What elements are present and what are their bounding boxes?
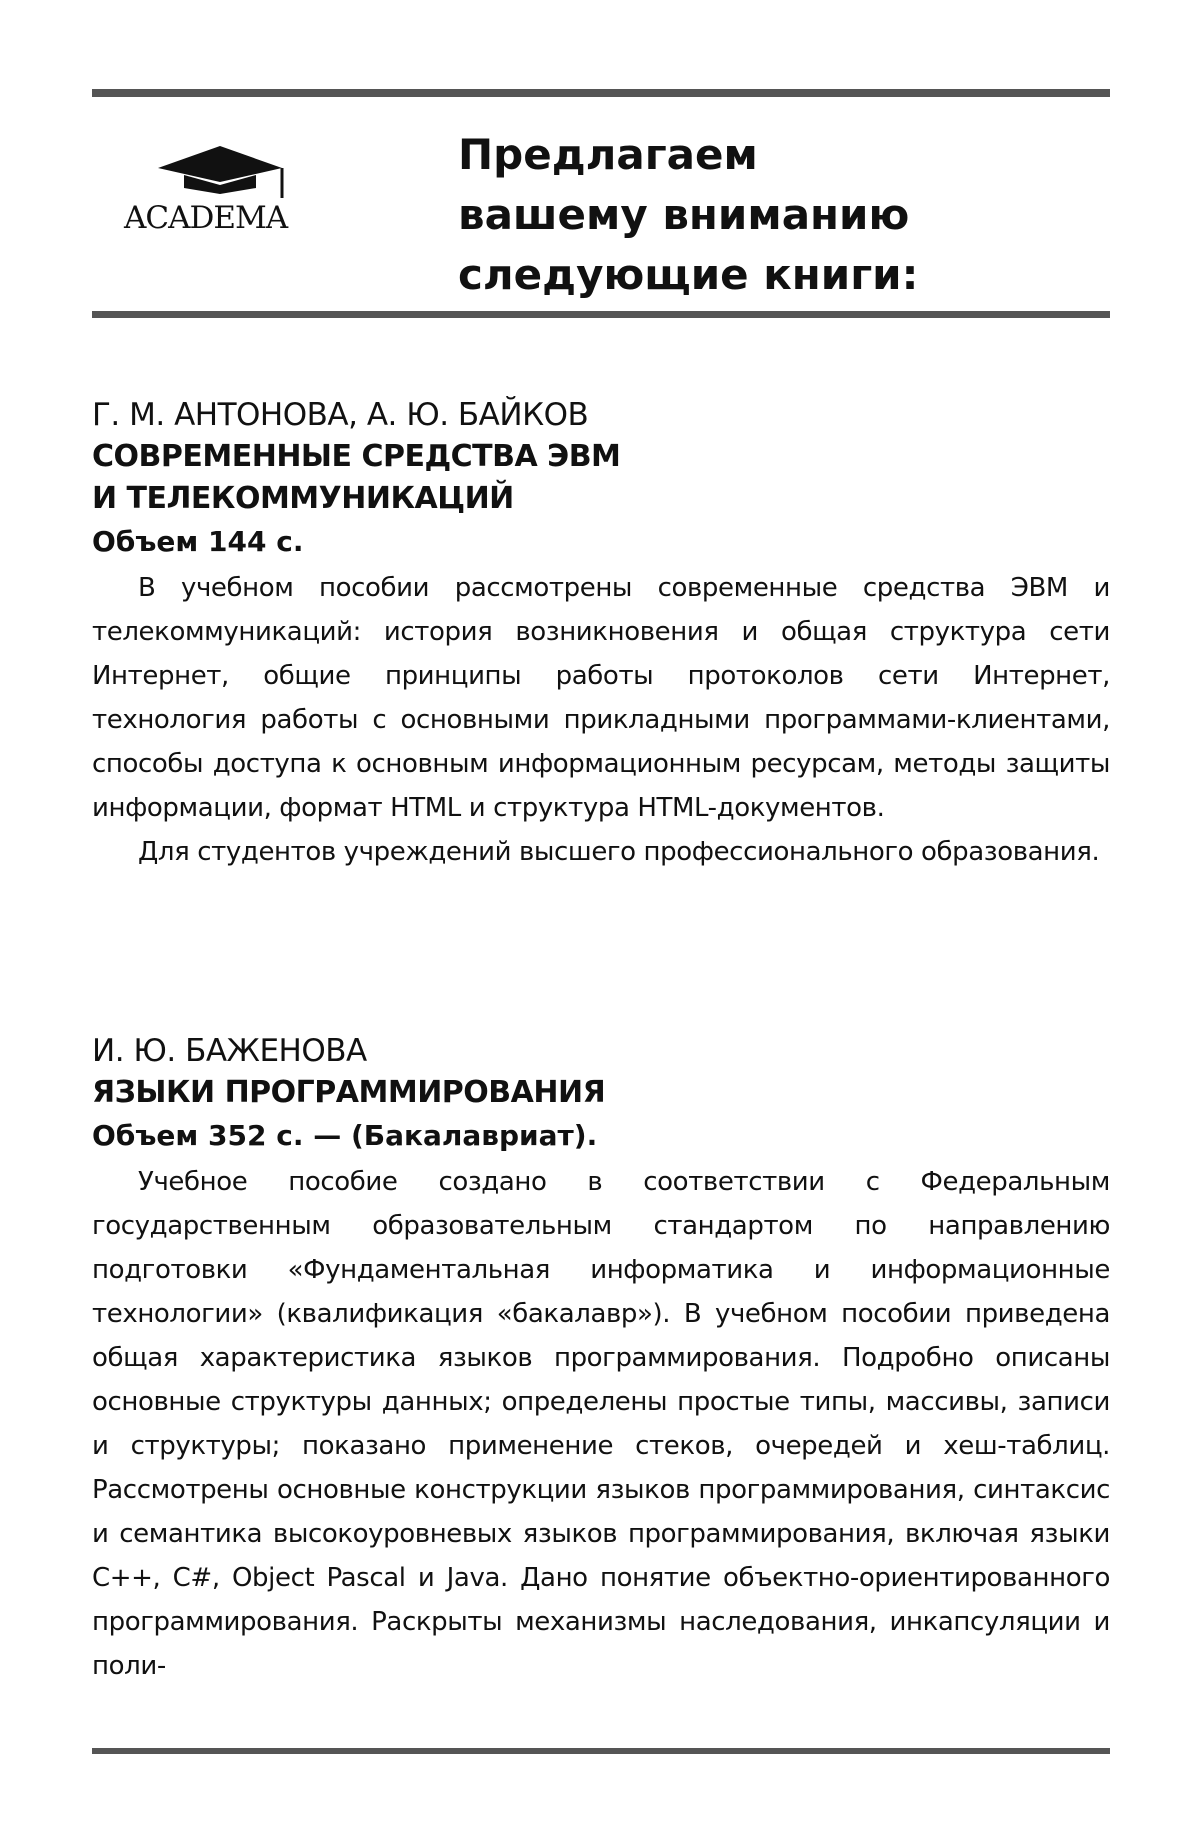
book-volume: Объем 144 с. (92, 525, 304, 558)
header-rule (92, 311, 1110, 318)
book-title-line: И ТЕЛЕКОММУНИКАЦИЙ (92, 481, 514, 516)
book-entry (92, 394, 1110, 874)
academa-logo (118, 142, 318, 242)
graduation-cap-icon (150, 142, 290, 204)
book-title (92, 436, 1110, 520)
book-entry (92, 1030, 1110, 1688)
heading-line: вашему вниманию (458, 190, 910, 239)
book-description: В учебном пособии рассмотрены современные средства ЭВМ и телекоммуникаций: история возникновения и общая структура сети Интернет, общие принципы работы протоколов сети Интернет, технология работы с основными прикладными программами-клиентами, способы доступа к основным информационным ресурсам, методы защиты информации, формат HTML и структура HTML-документов. (92, 573, 1110, 823)
page-heading (458, 125, 1058, 305)
book-title-line: СОВРЕМЕННЫЕ СРЕДСТВА ЭВМ (92, 439, 621, 474)
book-authors: Г. М. АНТОНОВА, А. Ю. БАЙКОВ (92, 397, 589, 433)
top-rule (92, 89, 1110, 97)
book-title-line: ЯЗЫКИ ПРОГРАММИРОВАНИЯ (92, 1075, 606, 1110)
bottom-rule (92, 1748, 1110, 1754)
logo-text: ACADEMA (124, 200, 288, 236)
book-authors: И. Ю. БАЖЕНОВА (92, 1033, 367, 1069)
book-volume: Объем 352 с. — (Бакалавриат). (92, 1119, 598, 1152)
book-title (92, 1072, 1110, 1114)
book-audience: Для студентов учреждений высшего профессионального образования. (138, 837, 1100, 867)
book-description: Учебное пособие создано в соответствии с Федеральным государственным образовательным стандартом по направлению подготовки «Фундаментальная информатика и информационные технологии» (квалификация «бакалавр»). В учебном пособии приведена общая характеристика языков программирования. Подробно описаны основные структуры данных; определены простые типы, массивы, записи и структуры; показано применение стеков, очередей и хеш-таблиц. Рассмотрены основные конструкции языков программирования, синтаксис и семантика высокоуровневых языков программирования, включая языки C++, C#, Object Pascal и Java. Дано понятие объектно-ориентированного программирования. Раскрыты механизмы наследования, инкапсуляции и поли- (92, 1167, 1110, 1681)
heading-line: следующие книги: (458, 250, 919, 299)
heading-line: Предлагаем (458, 130, 758, 179)
